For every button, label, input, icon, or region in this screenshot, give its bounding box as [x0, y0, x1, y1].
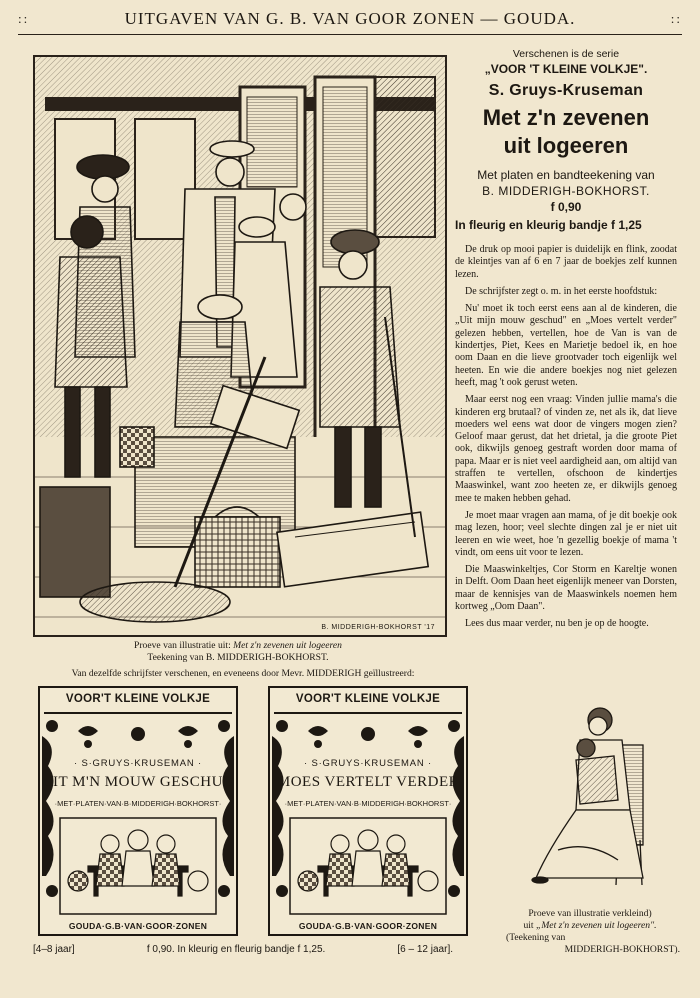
mother-child-drawing: [518, 700, 668, 890]
header-left-ornament: ::: [18, 11, 30, 26]
small-illustration-caption: [500, 908, 680, 956]
train-station-drawing: [35, 57, 445, 635]
age-range-right: [6 – 12 jaar].: [397, 944, 453, 955]
paragraph: Nu' moet ik toch eerst eens aan al de kinderen, die „Uit mijn mouw geschud" en „Moes vertelt verder" gelezen hebben, vertellen, hoe de Van is van de kindertjes, Piet, Kees en Marietje bedoel ik, en hoe oom Daan en die lieve grootvader toch eigenlijk wel heeten. En wie die andere boekjes nog niet gelezen heeft, mag 't ook gerust weten.: [455, 303, 677, 388]
small-caption-line2: [500, 920, 680, 932]
small-caption-title: „Met z'n zevenen uit logeeren".: [535, 920, 657, 931]
cover-title: MOES VERTELT VERDER: [276, 774, 460, 790]
illustration-caption-line1: [33, 640, 443, 652]
serie-intro: Verschenen is de serie: [512, 48, 620, 60]
cover-author: · S·GRUYS·KRUSEMAN ·: [304, 758, 432, 769]
cover-platen: ·MET·PLATEN·VAN·B·MIDDERIGH·BOKHORST·: [284, 799, 452, 808]
header-title: UITGAVEN VAN G. B. VAN GOOR ZONEN — GOUDA.: [124, 9, 576, 28]
small-caption-prefix: uit: [523, 920, 534, 931]
header-rule: [18, 34, 682, 35]
platen-line: Met platen en bandteekening van: [477, 168, 655, 182]
cover-series: VOOR'T KLEINE VOLKJE: [295, 693, 441, 705]
price-bound: In fleurig en kleurig bandje f 1,25: [455, 218, 642, 232]
book-cover-moes-vertelt: [268, 686, 468, 936]
header-right-ornament: ::: [670, 11, 682, 26]
book-title-line2: uit logeeren: [503, 133, 629, 158]
author-name: S. Gruys-Kruseman: [488, 82, 644, 99]
page-header: [18, 8, 682, 30]
body-text: [455, 244, 677, 631]
right-column: [455, 44, 677, 636]
paragraph: Maar eerst nog een vraag: Vinden jullie mama's die kinderen erg brutaal? of vinden ze, net als ik, dat lieve moeders wel eens wat door de vingers mogen zien? Geloof maar gerust, dat het drietal, ja die groote Piet ook, dikwijls genoeg gestraft worden door mama of papa. Maar er is niet veel aardigheid aan, om altijd van straffen te vertellen, ofschoon de kindertjes Maaswinkel, want zoo heeten ze, er dikwijls genoeg mee te maken hebben gehad.: [455, 394, 677, 504]
small-caption-line4: MIDDERIGH-BOKHORST).: [564, 944, 680, 955]
paragraph: De druk op mooi papier is duidelijk en flink, zoodat de kleintjes van af 6 en 7 jaar de boekjes zelf kunnen lezen.: [455, 244, 677, 280]
price-info: f 0,90. In kleurig en fleurig bandje f 1,25.: [146, 944, 326, 955]
illustration-caption: [33, 640, 443, 664]
age-range-left: [4–8 jaar]: [33, 944, 75, 955]
cover-title: UIT M'N MOUW GESCHUD: [41, 774, 235, 790]
caption-prefix: Proeve van illustratie uit:: [134, 640, 231, 651]
book-cover-uit-mn-mouw: [38, 686, 238, 936]
cover-author: · S·GRUYS·KRUSEMAN ·: [74, 758, 202, 769]
paragraph: Je moet maar vragen aan mama, of je dit boekje ook mag lezen, hoor; veel slechte dingen zal je er niet uit leeren en wie weet, hoe 'n gezellig boekje of mama 't vindt, om eens uit voor te lezen.: [455, 509, 677, 558]
illustration-caption-line2: Teekening van B. MIDDERIGH-BOKHORST.: [147, 652, 329, 663]
cover-platen: ·MET·PLATEN·VAN·B·MIDDERIGH·BOKHORST·: [54, 799, 222, 808]
cover-series: VOOR'T KLEINE VOLKJE: [65, 693, 211, 705]
illustrator-name: B. MIDDERIGH-BOKHORST.: [482, 184, 650, 198]
paragraph: De schrijfster zegt o. m. in het eerste hoofdstuk:: [465, 285, 658, 297]
paragraph: Lees dus maar verder, nu ben je op de hoogte.: [465, 618, 649, 630]
paragraph: Die Maaswinkeltjes, Cor Storm en Kareltje wonen in Delft. Oom Daan heet eigenlijk meneer van Dorsten, maar de kennisjes van de Maaswinkels noemen hem kortweg „Oom Daan".: [455, 564, 677, 613]
main-illustration: [33, 55, 447, 637]
cover-ornament: [38, 686, 238, 936]
bottom-price-line: [33, 944, 453, 955]
small-caption-line1: Proeve van illustratie verkleind): [528, 908, 652, 919]
serie-name: „VOOR 'T KLEINE VOLKJE".: [484, 62, 648, 76]
illustration-signature: B. MIDDERIGH-BOKHORST '17: [321, 624, 435, 631]
caption-book-title: Met z'n zevenen uit logeeren: [233, 640, 342, 651]
book-title-line1: Met z'n zevenen: [482, 105, 650, 130]
cover-ornament: [268, 686, 468, 936]
other-books-subline: Van dezelfde schrijfster verschenen, en eveneens door Mevr. MIDDERIGH geïllustreerd:: [71, 668, 415, 679]
cover-publisher: GOUDA·G.B·VAN·GOOR·ZONEN: [298, 921, 438, 931]
small-caption-line3: (Teekening van: [506, 932, 566, 943]
cover-publisher: GOUDA·G.B·VAN·GOOR·ZONEN: [68, 921, 208, 931]
price: f 0,90: [550, 200, 582, 214]
